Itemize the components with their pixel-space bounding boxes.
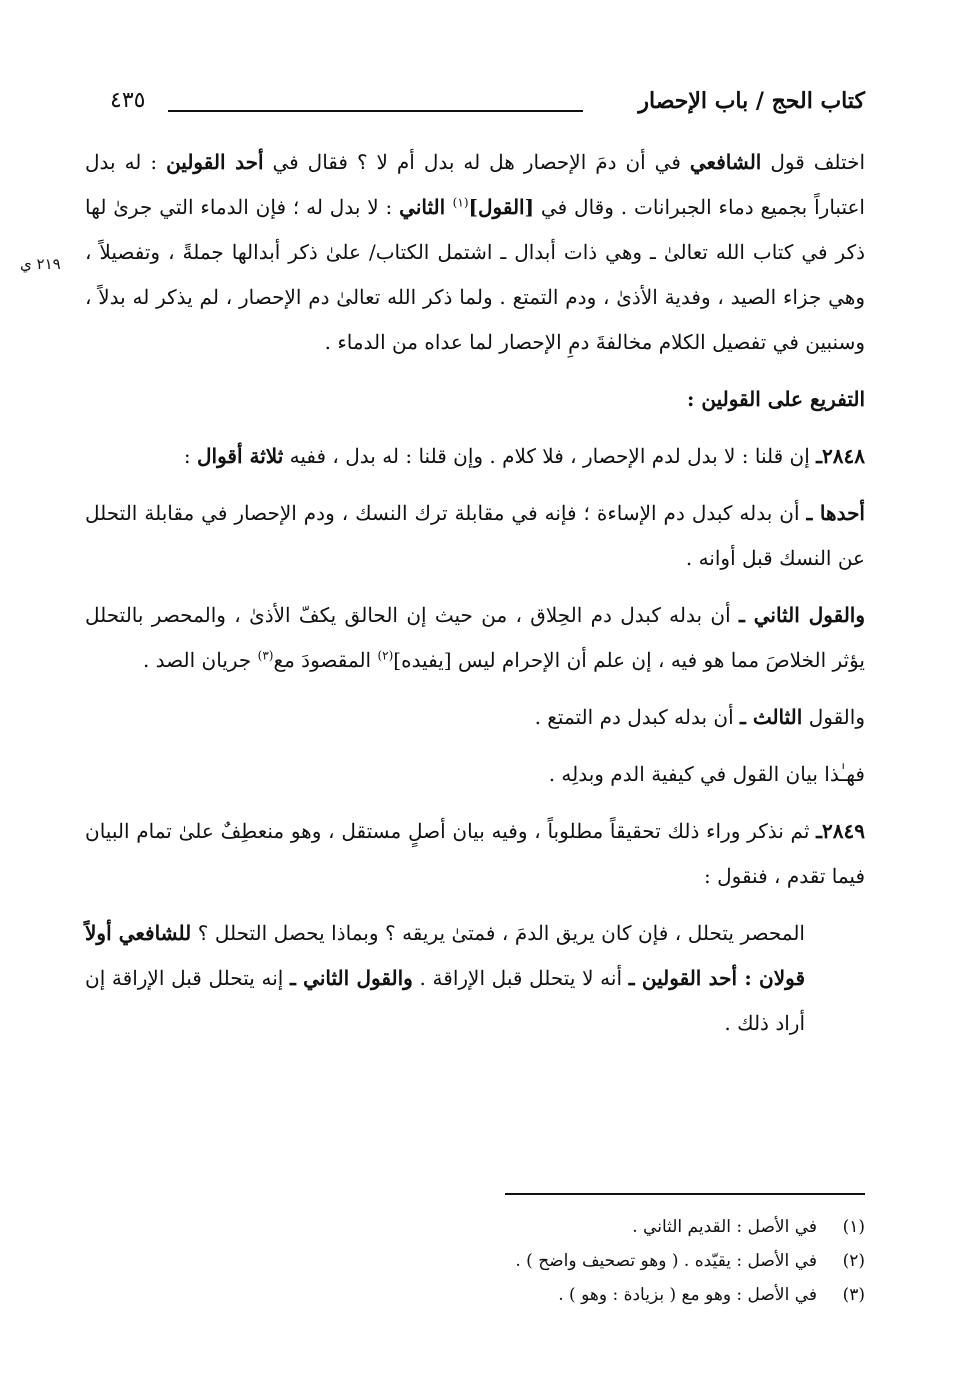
text-span: المقصودَ مع bbox=[273, 648, 378, 672]
footnote-3 bbox=[365, 1278, 865, 1312]
paragraph-6 bbox=[85, 695, 865, 740]
text-span: أن بدله كبدل دم الإساءة ؛ فإنه في مقابلة ترك النسك ، ودم الإحصار في مقابلة التحلل عن النسك قبل أوانه . bbox=[85, 501, 865, 570]
bold-text: الثاني bbox=[399, 195, 453, 219]
footnote-text: في الأصل : يقيّده . ( وهو تصحيف واضح ) . bbox=[515, 1251, 817, 1271]
entry-number: ٢٨٤٨ـ bbox=[816, 444, 865, 468]
footnote-number: (٢) bbox=[842, 1251, 865, 1271]
footnote-2 bbox=[365, 1244, 865, 1278]
paragraph-3 bbox=[85, 434, 865, 479]
section-heading: التفريع على القولين : bbox=[687, 387, 865, 411]
footnote-ref: (٢) bbox=[377, 648, 394, 663]
paragraph-1 bbox=[85, 140, 865, 365]
running-header bbox=[110, 88, 865, 128]
text-span: : لا بدل له ؛ فإن الدماء التي جرىٰ لها ذكر في كتاب الله تعالىٰ ـ وهي ذات أبدال ـ اشتمل الكتاب/ علىٰ ذكر أبدالها جملةً ، وتفصيلاً ، وهي جزاء الصيد ، وفدية الأذىٰ ، ودم التمتع . ولما ذكر الله تعالىٰ دم الإحصار ، لم يذكر له بدلاً ، وسنبين في تفصيل الكلام مخالفةَ دمِ الإحصار لما عداه من الدماء . bbox=[85, 195, 865, 354]
text-span: جريان الصد . bbox=[142, 648, 258, 672]
text-span: إن قلنا : لا بدل لدم الإحصار ، فلا كلام . وإن قلنا : له بدل ، ففيه bbox=[283, 444, 817, 468]
bold-text: والقول الثاني ـ bbox=[290, 966, 413, 990]
bold-text: للشافعي أولاً قولان : أحد القولين ـ bbox=[85, 921, 806, 990]
bold-text: [القول] bbox=[468, 195, 535, 219]
footnote-ref: (١) bbox=[452, 195, 469, 210]
text-span: إنه يتحلل قبل الإراقة إن أراد ذلك . bbox=[85, 966, 805, 1035]
paragraph-5 bbox=[85, 593, 865, 683]
bold-text: الشافعي bbox=[689, 150, 762, 174]
footnote-ref: (٣) bbox=[257, 648, 274, 663]
footnote-number: (١) bbox=[842, 1217, 865, 1237]
text-span: أن بدله كبدل دم التمتع . bbox=[534, 705, 740, 729]
footnotes bbox=[365, 1210, 865, 1312]
text-span: : bbox=[183, 444, 197, 468]
main-text bbox=[85, 140, 865, 1046]
footnote-separator bbox=[505, 1193, 865, 1195]
paragraph-4 bbox=[85, 491, 865, 581]
text-span: أنه لا يتحلل قبل الإراقة . bbox=[412, 966, 629, 990]
footnote-number: (٣) bbox=[842, 1285, 865, 1305]
footnote-text: في الأصل : القديم الثاني . bbox=[632, 1217, 817, 1237]
header-rule bbox=[168, 110, 583, 112]
footnote-text: في الأصل : وهو مع ( بزيادة : وهو ) . bbox=[558, 1285, 817, 1305]
text-span: والقول bbox=[802, 705, 865, 729]
paragraph-2 bbox=[85, 377, 865, 422]
text-span: أن بدله كبدل دم الحِلاق ، من حيث إن الحالق يكفّ الأذىٰ ، والمحصر بالتحلل يؤثر الخلاصَ مما هو فيه ، إن علم أن الإحرام ليس [يفيده] bbox=[85, 603, 865, 672]
text-span: : له بدل اعتباراً بجميع دماء الجبرانات . وقال في bbox=[85, 150, 865, 219]
text-span: اختلف قول bbox=[761, 150, 865, 174]
text-span: فهـٰذا بيان القول في كيفية الدم وبدلِه . bbox=[548, 762, 865, 786]
bold-text: أحد القولين bbox=[166, 150, 264, 174]
bold-text: أحدها ـ bbox=[806, 501, 865, 525]
header-title: كتاب الحج / باب الإحصار bbox=[638, 88, 865, 114]
page-number: ٤٣٥ bbox=[110, 88, 146, 113]
text-span: في أن دمَ الإحصار هل له بدل أم لا ؟ فقال في bbox=[263, 150, 690, 174]
bold-text: الثالث ـ bbox=[740, 705, 803, 729]
paragraph-7 bbox=[85, 752, 865, 797]
bold-text: والقول الثاني ـ bbox=[738, 603, 865, 627]
paragraph-9 bbox=[85, 911, 865, 1046]
footnote-1 bbox=[365, 1210, 865, 1244]
bold-text: ثلاثة أقوال bbox=[196, 444, 284, 468]
paragraph-8 bbox=[85, 809, 865, 899]
margin-note: ٢١٩ ي bbox=[20, 255, 61, 273]
text-span: المحصر يتحلل ، فإن كان يريق الدمَ ، فمتىٰ يريقه ؟ وبماذا يحصل التحلل ؟ bbox=[191, 921, 805, 945]
text-span: ثم نذكر وراء ذلك تحقيقاً مطلوباً ، وفيه بيان أصلٍ مستقل ، وهو منعطِفٌ علىٰ تمام البيان فيما تقدم ، فنقول : bbox=[85, 819, 865, 888]
entry-number: ٢٨٤٩ـ bbox=[816, 819, 865, 843]
